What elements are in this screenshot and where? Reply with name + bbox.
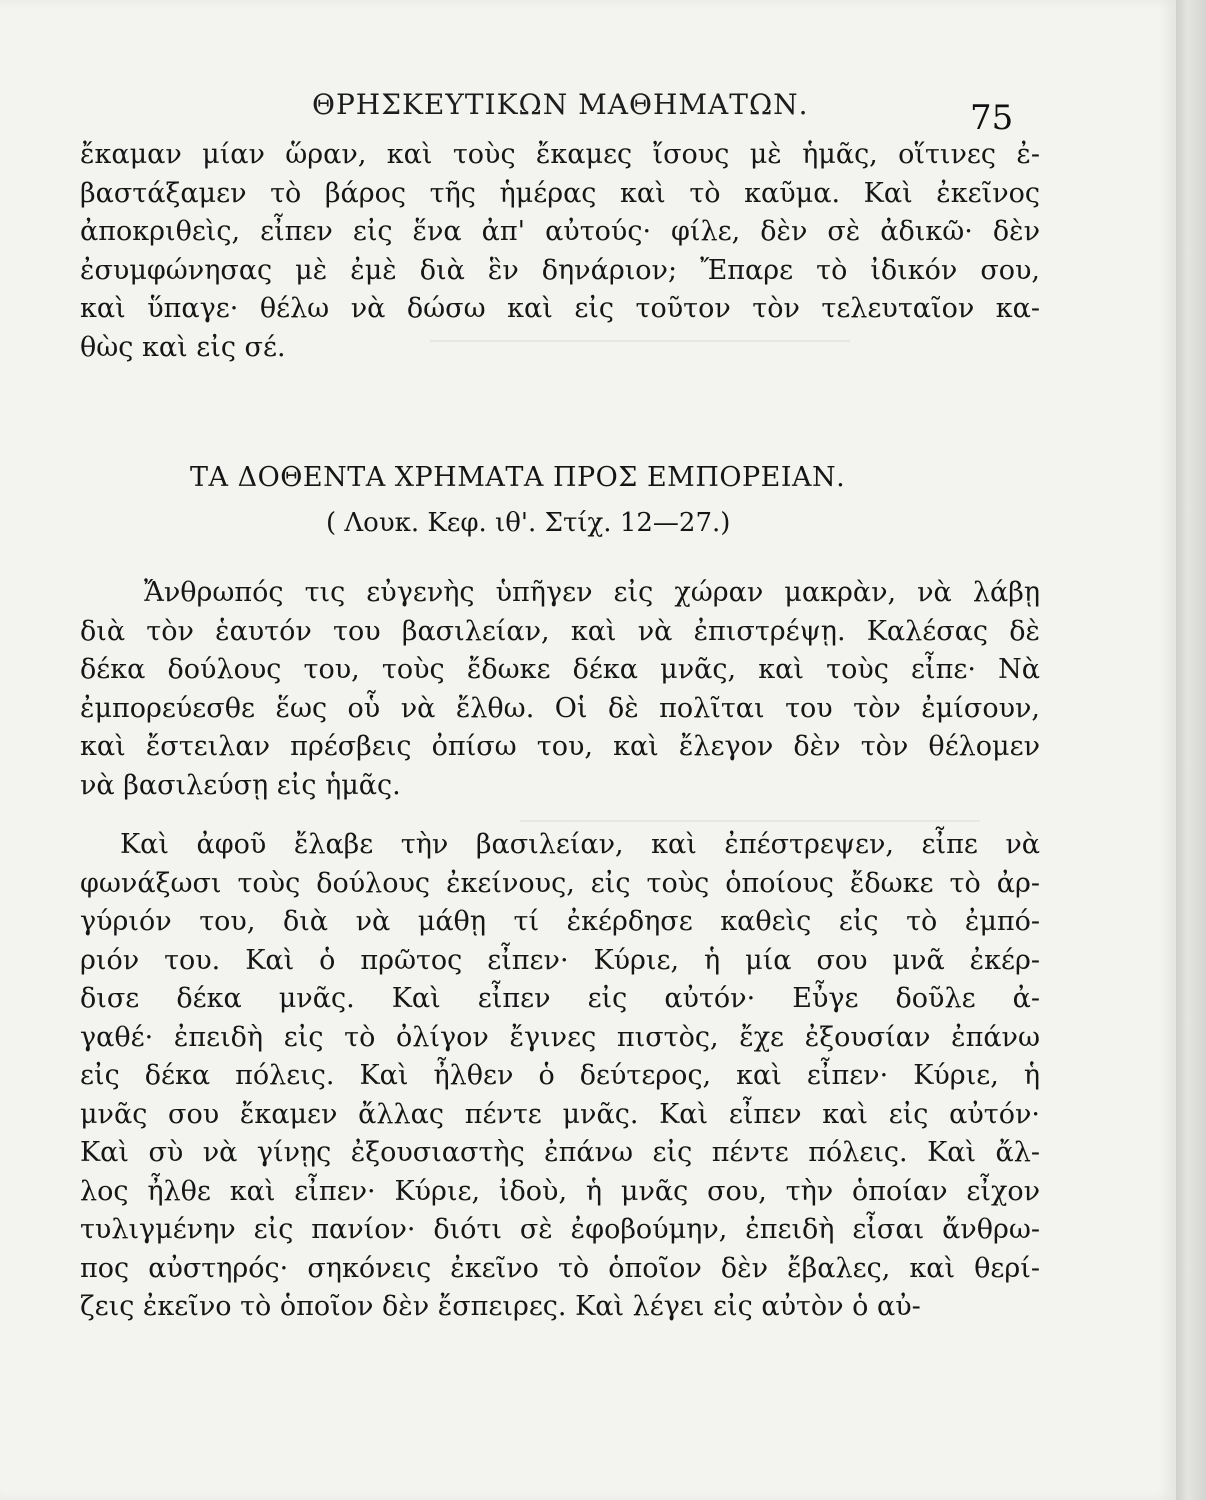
text-line: Καὶ ἀφοῦ ἔλαβε τὴν βασιλείαν, καὶ ἐπέστρεψεν, εἶπε νὰ — [120, 829, 1040, 860]
text-line: τυλιγμένην εἰς πανίον· διότι σὲ ἐφοβούμην, ἐπειδὴ εἶσαι ἄνθρω- — [80, 1214, 1040, 1245]
text-line: ζεις ἐκεῖνο τὸ ὁποῖον δὲν ἔσπειρες. Καὶ λέγει εἰς αὐτὸν ὁ αὐ- — [80, 1291, 921, 1322]
passage-1 — [80, 136, 1040, 367]
text-line: φωνάξωσι τοὺς δούλους ἐκείνους, εἰς τοὺς ὁποίους ἔδωκε τὸ ἀρ- — [80, 867, 1040, 899]
page-edge — [1176, 0, 1206, 1500]
text-line: νὰ βασιλεύσῃ εἰς ἡμᾶς. — [80, 769, 401, 801]
text-line: γαθέ· ἐπειδὴ εἰς τὸ ὀλίγον ἔγινες πιστὸς, ἔχε ἐξουσίαν ἐπάνω — [80, 1021, 1040, 1053]
bleed-through-mark — [520, 820, 980, 822]
text-line: δισε δέκα μνᾶς. Καὶ εἶπεν εἰς αὐτόν· Εὖγε δοῦλε ἀ- — [80, 983, 1040, 1014]
text-line: βαστάξαμεν τὸ βάρος τῆς ἡμέρας καὶ τὸ καῦμα. Καὶ ἐκεῖνος — [80, 177, 1040, 209]
text-line: εἰς δέκα πόλεις. Καὶ ἦλθεν ὁ δεύτερος, καὶ εἶπεν· Κύριε, ἡ — [80, 1060, 1040, 1091]
text-line: διὰ τὸν ἑαυτόν του βασιλείαν, καὶ νὰ ἐπιστρέψῃ. Καλέσας δὲ — [80, 615, 1040, 647]
section-heading: ΤΑ ΔΟΘΕΝΤΑ ΧΡΗΜΑΤΑ ΠΡΟΣ ΕΜΠΟΡΕΙΑΝ. — [190, 462, 846, 493]
text-line: καὶ ἔστειλαν πρέσβεις ὀπίσω του, καὶ ἔλεγον δὲν τὸν θέλομεν — [80, 731, 1040, 762]
text-line: ἔκαμαν μίαν ὥραν, καὶ τοὺς ἔκαμες ἴσους μὲ ἡμᾶς, οἵτινες ἐ- — [80, 139, 1040, 170]
text-line: ἐσυμφώνησας μὲ ἐμὲ διὰ ἓν δηνάριον; Ἔπαρε τὸ ἰδικόν σου, — [80, 254, 1040, 286]
section-citation: ( Λουκ. Κεφ. ιθ'. Στίχ. 12—27.) — [326, 508, 731, 538]
text-line: θὼς καὶ εἰς σέ. — [80, 331, 286, 363]
text-line: καὶ ὕπαγε· θέλω νὰ δώσω καὶ εἰς τοῦτον τὸν τελευταῖον κα- — [80, 293, 1040, 324]
text-line: γύριόν του, διὰ νὰ μάθῃ τί ἐκέρδησε καθεὶς εἰς τὸ ἐμπό- — [80, 906, 1040, 937]
text-line: Καὶ σὺ νὰ γίνῃς ἐξουσιαστὴς ἐπάνω εἰς πέντε πόλεις. Καὶ ἄλ- — [80, 1137, 1040, 1168]
running-head: ΘΡΗΣΚΕΥΤΙΚΩΝ ΜΑΘΗΜΑΤΩΝ. — [312, 88, 809, 121]
text-line: Ἄνθρωπός τις εὐγενὴς ὑπῆγεν εἰς χώραν μακρὰν, νὰ λάβῃ — [144, 577, 1040, 608]
text-line: πος αὐστηρός· σηκόνεις ἐκεῖνο τὸ ὁποῖον δὲν ἔβαλες, καὶ θερί- — [80, 1252, 1040, 1284]
page-number: 75 — [970, 98, 1014, 138]
text-line: ἀποκριθεὶς, εἶπεν εἰς ἕνα ἀπ' αὐτούς· φίλε, δὲν σὲ ἀδικῶ· δὲν — [80, 216, 1040, 247]
text-line: δέκα δούλους του, τοὺς ἔδωκε δέκα μνᾶς, καὶ τοὺς εἶπε· Νὰ — [80, 654, 1040, 685]
text-line: μνᾶς σου ἔκαμεν ἄλλας πέντε μνᾶς. Καὶ εἶπεν καὶ εἰς αὐτόν· — [80, 1098, 1040, 1130]
text-line: λος ἦλθε καὶ εἶπεν· Κύριε, ἰδοὺ, ἡ μνᾶς σου, τὴν ὁποίαν εἶχον — [80, 1175, 1040, 1207]
passage-2 — [80, 574, 1040, 805]
text-line: ριόν του. Καὶ ὁ πρῶτος εἶπεν· Κύριε, ἡ μία σου μνᾶ ἐκέρ- — [80, 944, 1040, 976]
passage-3 — [80, 826, 1040, 1327]
text-line: ἐμπορεύεσθε ἕως οὗ νὰ ἔλθω. Οἱ δὲ πολῖται του τὸν ἐμίσουν, — [80, 692, 1040, 724]
